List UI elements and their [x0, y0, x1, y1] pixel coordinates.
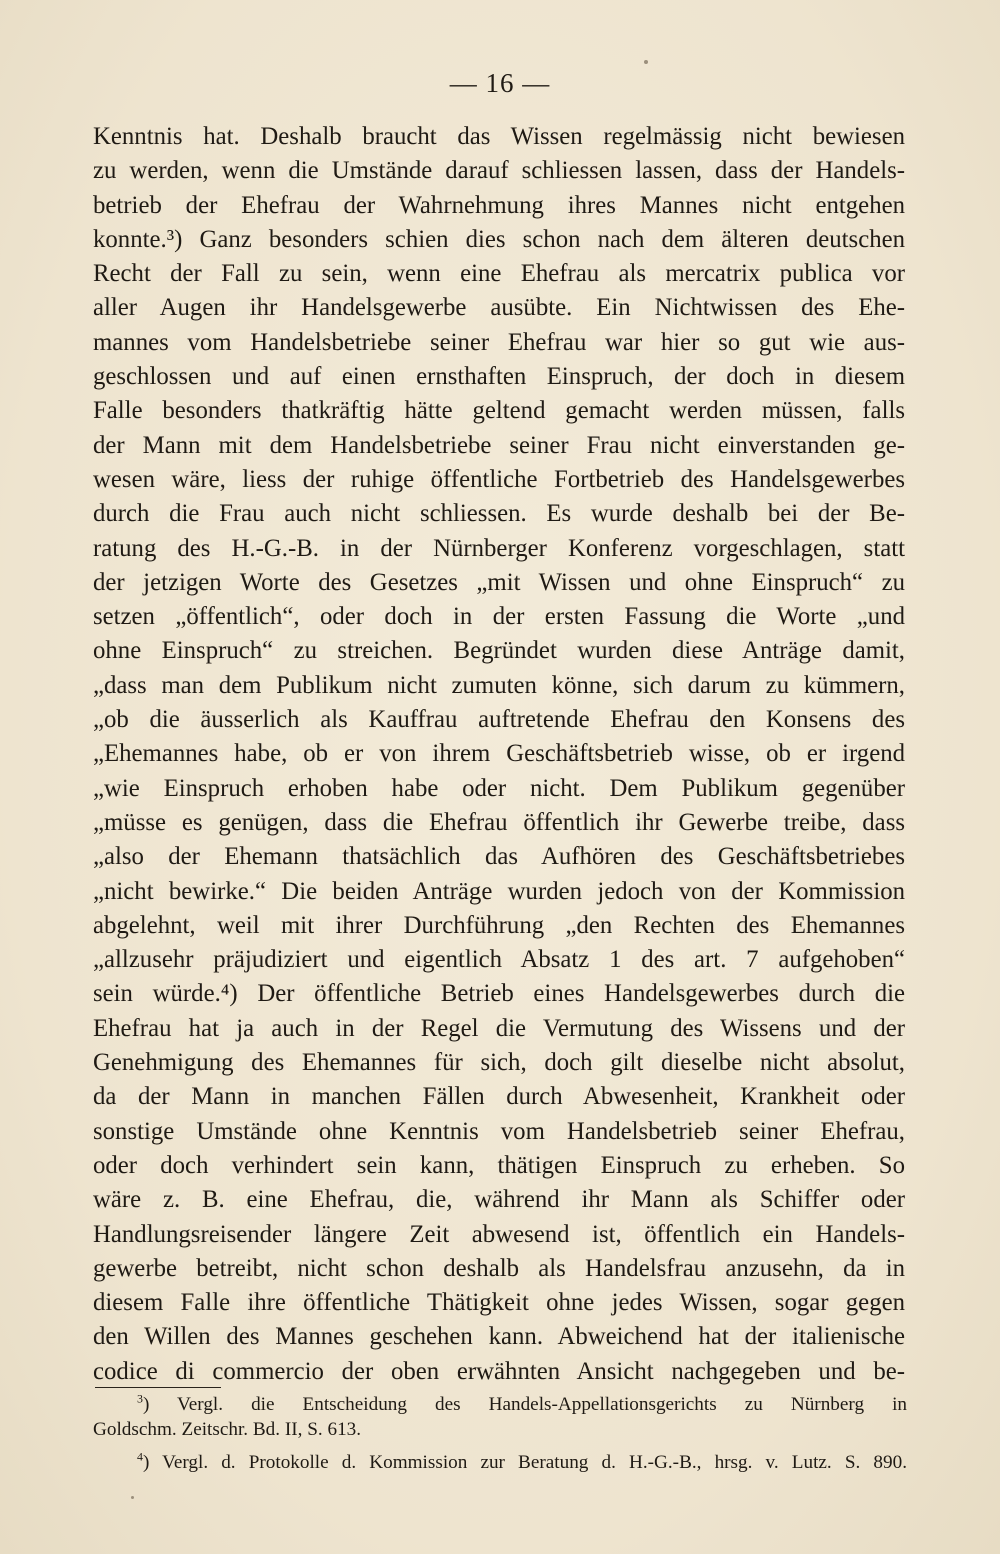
text-line-6: aller Augen ihr Handelsgewerbe ausübte. Ein Nichtwissen des Ehe- — [93, 294, 905, 322]
text-line-20: „wie Einspruch erhoben habe oder nicht. Dem Publikum gegenüber — [93, 774, 905, 802]
text-line-8: geschlossen und auf einen ernsthaften Einspruch, der doch in diesem — [93, 363, 905, 391]
text-line-2: zu werden, wenn die Umstände darauf schliessen lassen, dass der Handels- — [93, 157, 905, 185]
paper-speck — [644, 60, 648, 64]
text-line-10: der Mann mit dem Handelsbetriebe seiner Frau nicht einverstanden ge- — [93, 431, 905, 459]
text-line-31: oder doch verhindert sein kann, thätigen Einspruch zu erheben. So — [93, 1151, 905, 1179]
text-line-4: konnte.³) Ganz besonders schien dies schon nach dem älteren deutschen — [93, 225, 905, 253]
text-line-29: da der Mann in manchen Fällen durch Abwesenheit, Krankheit oder — [93, 1083, 905, 1111]
text-line-3: betrieb der Ehefrau der Wahrnehmung ihres Mannes nicht entgehen — [93, 191, 905, 219]
text-line-32: wäre z. B. eine Ehefrau, die, während ihr Mann als Schiffer oder — [93, 1186, 905, 1214]
text-line-17: „dass man dem Publikum nicht zumuten könne, sich darum zu kümmern, — [93, 671, 905, 699]
footnote-3-text: ) Vergl. die Entscheidung des Handels-Appellationsgerichts zu Nürnberg in — [142, 1394, 907, 1415]
text-line-13: ratung des H.-G.-B. in der Nürnberger Konferenz vorgeschlagen, statt — [93, 534, 905, 562]
footnote-3-line-1 — [93, 1392, 907, 1417]
footnote-3-line-2: Goldschm. Zeitschr. Bd. II, S. 613. — [93, 1419, 362, 1440]
text-line-28: Genehmigung des Ehemannes für sich, doch gilt dieselbe nicht absolut, — [93, 1049, 905, 1077]
text-line-30: sonstige Umstände ohne Kenntnis vom Handelsbetrieb seiner Ehefrau, — [93, 1117, 905, 1145]
text-line-26: sein würde.⁴) Der öffentliche Betrieb eines Handelsgewerbes durch die — [93, 980, 905, 1008]
footnote-4-text: ) Vergl. d. Protokolle d. Kommission zur Beratung d. H.-G.-B., hrsg. v. Lutz. S. 890. — [142, 1452, 907, 1473]
body-text — [93, 120, 905, 1389]
text-line-19: „Ehemannes habe, ob er von ihrem Geschäftsbetrieb wisse, ob er irgend — [93, 740, 905, 768]
text-line-1: Kenntnis hat. Deshalb braucht das Wissen regelmässig nicht bewiesen — [93, 123, 905, 150]
text-line-16: ohne Einspruch“ zu streichen. Begründet wurden diese Anträge damit, — [93, 637, 905, 665]
text-line-12: durch die Frau auch nicht schliessen. Es wurde deshalb bei der Be- — [93, 500, 905, 528]
footnotes — [93, 1392, 907, 1475]
text-line-9: Falle besonders thatkräftig hätte geltend gemacht werden müssen, falls — [93, 397, 905, 425]
page-number: — 16 — — [449, 68, 551, 98]
text-line-33: Handlungsreisender längere Zeit abwesend ist, öffentlich ein Handels- — [93, 1220, 905, 1248]
text-line-27: Ehefrau hat ja auch in der Regel die Vermutung des Wissens und der — [93, 1014, 905, 1042]
footnote-4-marker: 4 — [137, 1449, 143, 1464]
text-line-5: Recht der Fall zu sein, wenn eine Ehefrau als mercatrix publica vor — [93, 260, 905, 288]
text-line-22: „also der Ehemann thatsächlich das Aufhören des Geschäftsbetriebes — [93, 843, 905, 871]
footnote-3-marker: 3 — [137, 1391, 143, 1406]
footnote-4-line-1 — [93, 1450, 907, 1475]
text-line-7: mannes vom Handelsbetriebe seiner Ehefrau war hier so gut wie aus- — [93, 328, 905, 356]
text-line-14: der jetzigen Worte des Gesetzes „mit Wissen und ohne Einspruch“ zu — [93, 568, 905, 596]
text-line-36: den Willen des Mannes geschehen kann. Abweichend hat der italienische — [93, 1323, 905, 1351]
text-line-21: „müsse es genügen, dass die Ehefrau öffentlich ihr Gewerbe treibe, dass — [93, 808, 905, 836]
text-line-37: codice di commercio der oben erwähnten Ansicht nachgegeben und be- — [93, 1357, 905, 1385]
text-line-18: „ob die äusserlich als Kauffrau auftretende Ehefrau den Konsens des — [93, 706, 905, 734]
footnote-separator — [95, 1387, 221, 1388]
paper-speck — [131, 1496, 134, 1499]
text-line-35: diesem Falle ihre öffentliche Thätigkeit ohne jedes Wissen, sogar gegen — [93, 1289, 905, 1317]
text-line-15: setzen „öffentlich“, oder doch in der ersten Fassung die Worte „und — [93, 603, 905, 631]
text-line-11: wesen wäre, liess der ruhige öffentliche Fortbetrieb des Handelsgewerbes — [93, 465, 905, 493]
text-line-34: gewerbe betreibt, nicht schon deshalb als Handelsfrau anzusehn, da in — [93, 1254, 905, 1282]
text-line-25: „allzusehr präjudiziert und eigentlich Absatz 1 des art. 7 aufgehoben“ — [93, 946, 905, 974]
text-line-23: „nicht bewirke.“ Die beiden Anträge wurden jedoch von der Kommission — [93, 877, 905, 905]
text-line-24: abgelehnt, weil mit ihrer Durchführung „den Rechten des Ehemannes — [93, 911, 905, 939]
